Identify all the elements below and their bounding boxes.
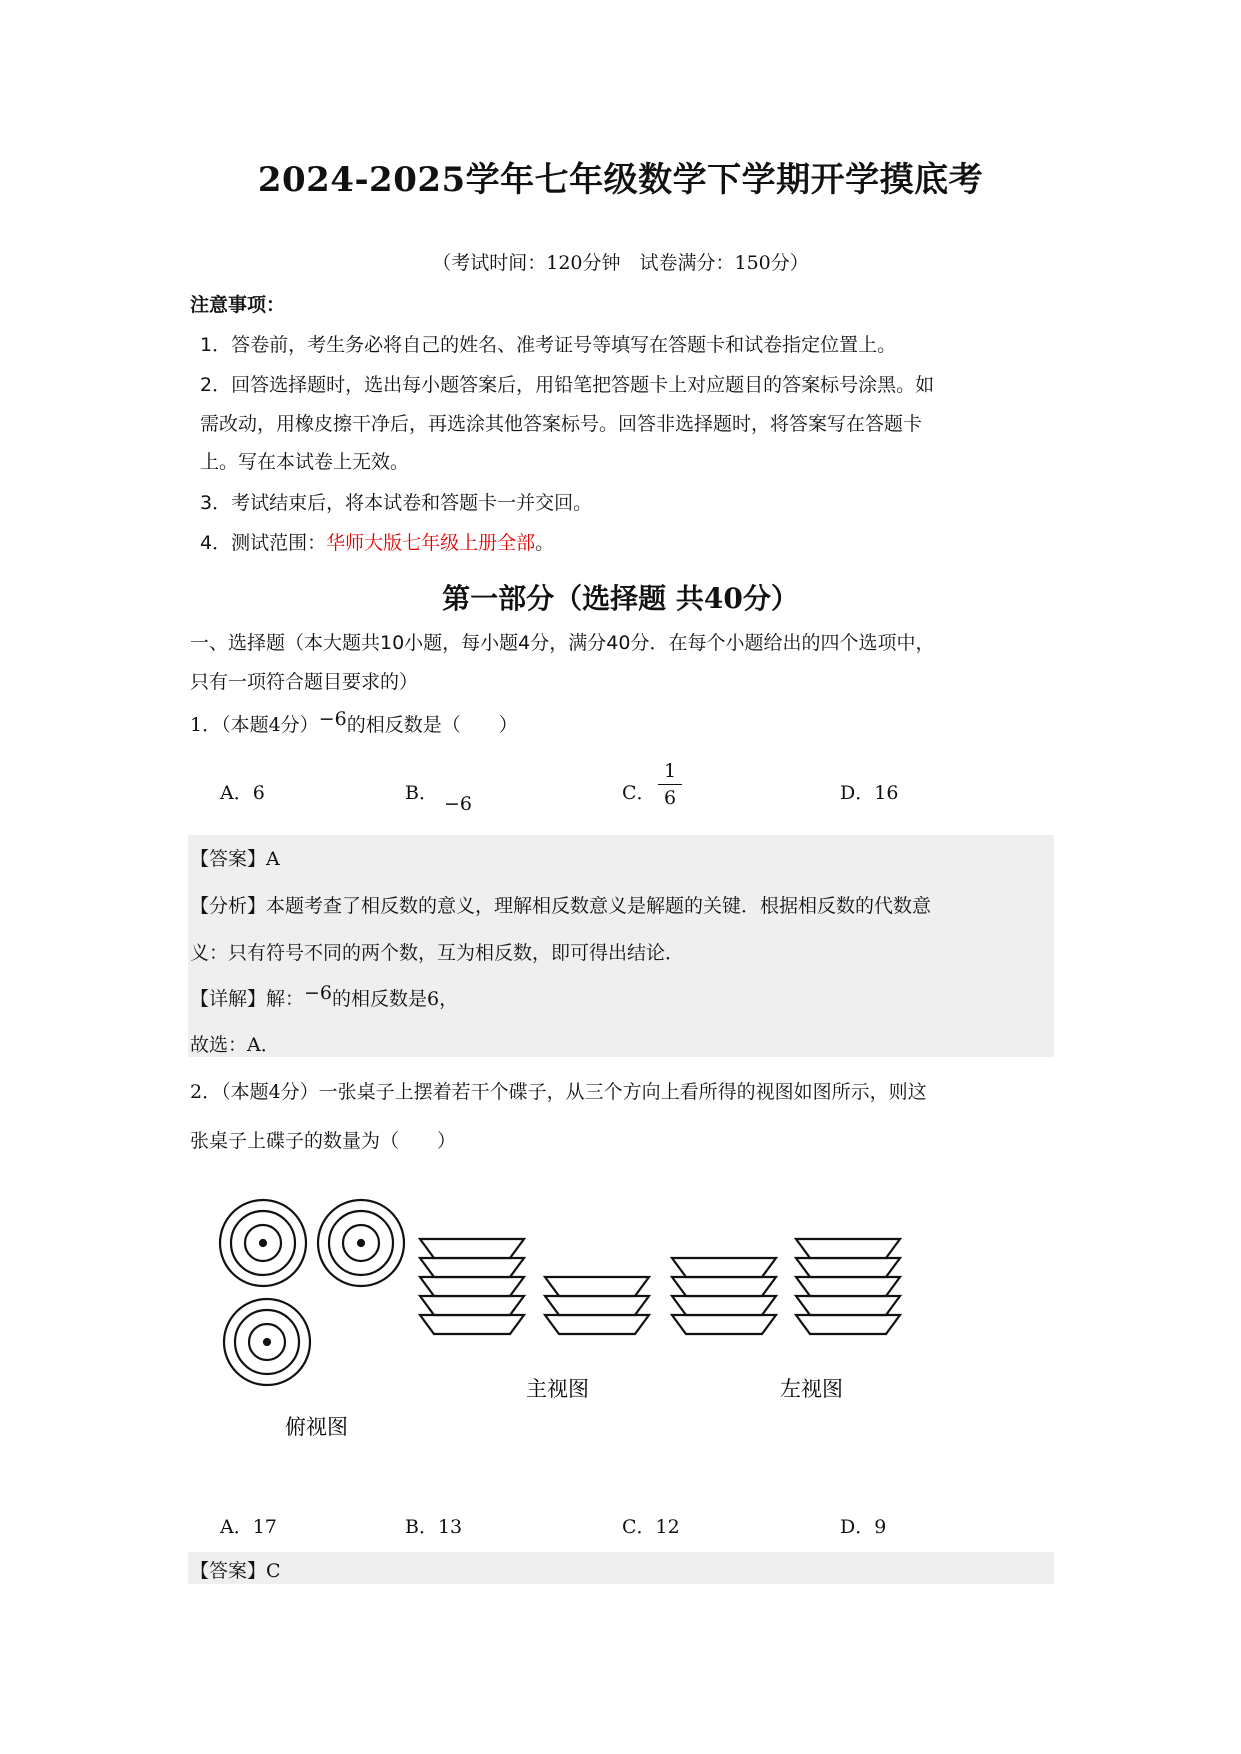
section-instructions-line-1: 一、选择题（本大题共10小题，每小题4分，满分40分．在每个小题给出的四个选项中， [190,632,935,654]
left-view-stack-2-plate-1 [796,1315,900,1334]
left-view-stack-1 [672,1258,776,1334]
front-view-stack-1-plate-1 [420,1315,524,1334]
q2-answer-block [188,1552,1054,1584]
q2-stem-line-2: 张桌子上碟子的数量为（ ） [190,1130,457,1152]
part-title: 第一部分（选择题 共40分） [442,582,799,615]
q1-answer: 【答案】A [190,848,280,870]
q1-analysis-line-1: 【分析】本题考查了相反数的意义，理解相反数意义是解题的关键．根据相反数的代数意 [190,895,932,917]
notice-item-2-line-3: 上。写在本试卷上无效。 [200,451,410,473]
fraction-numerator: 1 [663,760,677,782]
top-view-plate-3 [224,1299,310,1385]
q1-option-d: D．16 [840,782,899,804]
front-view-stack-2 [545,1277,649,1334]
q1-stem-math: −6 [318,708,347,730]
fraction-denominator: 6 [663,787,677,809]
q1-stem [190,710,518,737]
q1-stem-suffix: 的相反数是（ ） [346,714,518,736]
top-view-plate-1 [220,1200,306,1286]
q1-choose: 故选：A． [190,1034,280,1056]
left-view-stack-2-plate-4 [796,1258,900,1277]
q1-option-b-label: B． [405,782,438,804]
front-view-stack-1-plate-2 [420,1296,524,1315]
q1-option-c-label: C． [622,782,656,804]
q2-option-b: B．13 [405,1516,463,1538]
q2-stem-line-1: 2．（本题4分）一张桌子上摆着若干个碟子，从三个方向上看所得的视图如图所示，则这 [190,1081,927,1103]
front-view-stack-1-plate-4 [420,1258,524,1277]
fraction-bar [658,784,682,785]
left-view-stack-2-plate-3 [796,1277,900,1296]
top-view-label: 俯视图 [285,1415,348,1439]
q2-three-views-figure [210,1190,950,1450]
exam-subtitle: （考试时间：120分钟 试卷满分：150分） [432,252,809,274]
q1-stem-prefix: 1．（本题4分） [190,714,319,736]
notice-item-2-line-1: 2．回答选择题时，选出每小题答案后，用铅笔把答题卡上对应题目的答案标号涂黑。如 [200,374,935,396]
left-view-stack-1-plate-4 [672,1258,776,1277]
front-view-stack-2-plate-3 [545,1277,649,1296]
test-scope: 华师大版七年级上册全部 [326,532,536,554]
notice-item-4-suffix: 。 [535,532,555,554]
notice-item-3: 3．考试结束后，将本试卷和答题卡一并交回。 [200,492,593,514]
left-view-stack-1-plate-1 [672,1315,776,1334]
notice-item-4 [200,528,554,555]
q1-detail-math: −6 [304,982,333,1004]
left-view-stack-2 [796,1239,900,1334]
q2-option-a: A．17 [220,1516,277,1538]
front-view-stack-1 [420,1239,524,1334]
front-view-stack-1-plate-5 [420,1239,524,1258]
top-view-plate-2 [318,1200,404,1286]
q1-option-a: A．6 [220,782,265,804]
exam-title: 2024-2025学年七年级数学下学期开学摸底考 [257,160,984,200]
left-view-label: 左视图 [780,1377,843,1401]
q2-answer: 【答案】C [190,1560,281,1582]
section-instructions-line-2: 只有一项符合题目要求的） [190,671,419,693]
left-view-stack-2-plate-5 [796,1239,900,1258]
left-view-stack-2-plate-2 [796,1296,900,1315]
notice-item-4-prefix: 4．测试范围： [200,532,327,554]
q2-option-d: D．9 [840,1516,887,1538]
q1-detail-suffix: 的相反数是6， [332,988,459,1010]
q1-option-c-fraction [658,760,682,809]
notice-item-2-line-2: 需改动，用橡皮擦干净后，再选涂其他答案标号。回答非选择题时，将答案写在答题卡 [200,413,923,435]
notice-heading: 注意事项： [190,294,286,316]
q1-analysis-line-2: 义：只有符号不同的两个数，互为相反数，即可得出结论． [190,942,685,964]
left-view-stack-1-plate-3 [672,1277,776,1296]
q1-detail [190,984,458,1011]
q1-detail-prefix: 【详解】解： [190,988,305,1010]
left-view-stack-1-plate-2 [672,1296,776,1315]
q1-option-b-value: −6 [444,793,473,815]
q2-option-c: C．12 [622,1516,680,1538]
front-view-label: 主视图 [526,1377,589,1401]
notice-item-1: 1．答卷前，考生务必将自己的姓名、准考证号等填写在答题卡和试卷指定位置上。 [200,334,897,356]
front-view-stack-1-plate-3 [420,1277,524,1296]
front-view-stack-2-plate-2 [545,1296,649,1315]
front-view-stack-2-plate-1 [545,1315,649,1334]
